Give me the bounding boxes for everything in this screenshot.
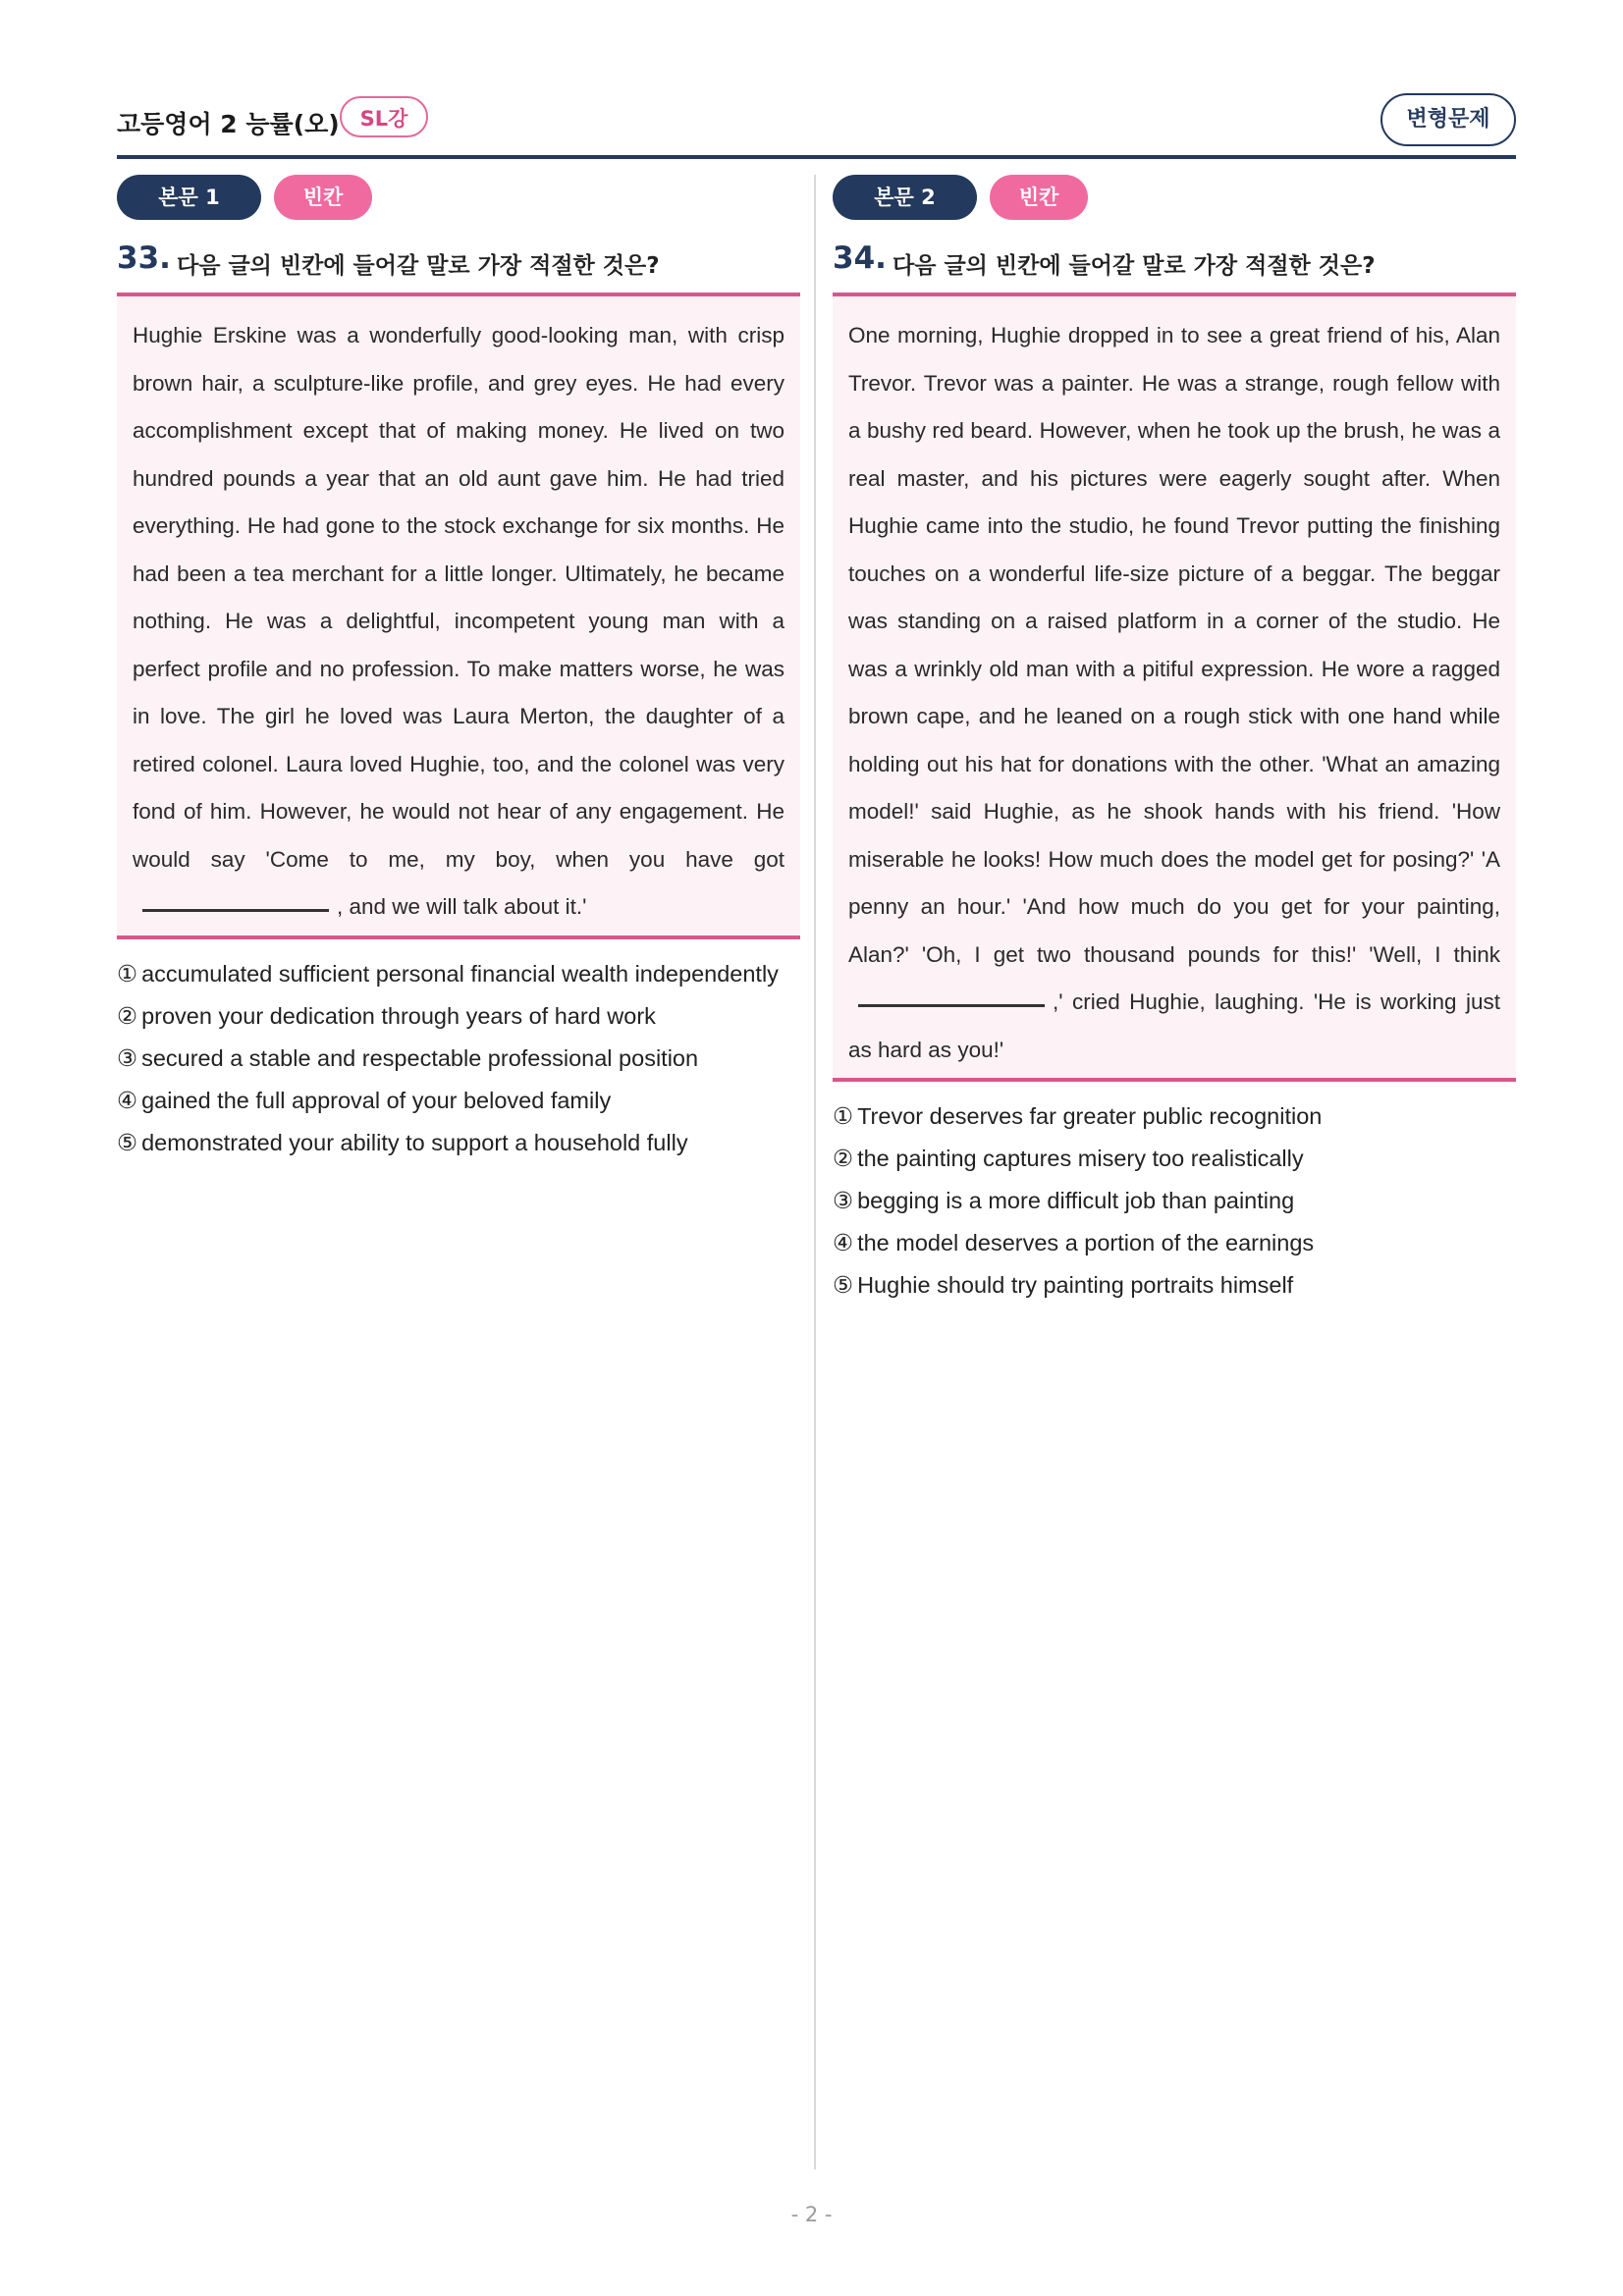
answer-choices [833,1097,1516,1304]
choice-text: accumulated sufficient personal financial wealth independently [141,960,779,987]
passage-after-blank: ,' cried Hughie, laughing. 'He is working just as hard as you!' [848,989,1500,1062]
answer-blank [858,1004,1045,1007]
choice-text: demonstrated your ability to support a household fully [141,1129,688,1155]
choice-number: ③ [833,1188,854,1213]
choice-5[interactable] [117,1124,800,1161]
variant-badge: 변형문제 [1380,93,1516,146]
page-number: - 2 - [790,2203,833,2226]
choice-3[interactable] [117,1040,800,1077]
choice-number: ⑤ [833,1272,854,1298]
choice-2[interactable] [833,1140,1516,1177]
choice-1[interactable] [117,955,800,992]
answer-blank [142,909,329,912]
choice-text: gained the full approval of your beloved family [141,1087,612,1113]
question-33-column [117,175,800,1184]
choice-number: ① [117,960,138,987]
choice-5[interactable] [833,1266,1516,1304]
passage-text [133,312,784,932]
choice-number: ① [833,1103,854,1129]
question-instruction: 다음 글의 빈칸에 들어갈 말로 가장 적절한 것은? [893,253,1376,279]
choice-text: the model deserves a portion of the earnings [857,1230,1315,1255]
question-heading [833,240,1516,280]
question-heading [117,240,800,280]
answer-choices [117,955,800,1161]
choice-number: ④ [833,1230,854,1255]
choice-number: ④ [117,1087,138,1113]
passage-box [117,293,800,939]
choice-text: Hughie should try painting portraits himself [857,1272,1294,1298]
choice-3[interactable] [833,1182,1516,1219]
column-divider [814,175,816,2169]
choice-number: ⑤ [117,1129,138,1155]
question-number: 33. [117,240,171,276]
passage-before-blank: Hughie Erskine was a wonderfully good-looking man, with crisp brown hair, a sculpture-like profile, and grey eyes. He had every accomplishment except that of making money. He lived on two hundred pounds a year that an old aunt gave him. He had tried everything. He had gone to the stock exchange for six months. He had been a tea merchant for a little longer. Ultimately, he became nothing. He was a delightful, incompetent young man with a perfect profile and no profession. To make matters worse, he was in love. The girl he loved was Laura Merton, the daughter of a retired colonel. Laura loved Hughie, too, and the colonel was very fond of him. However, he would not hear of any engagement. He would say 'Come to me, my boy, when you have got [133,323,784,872]
choice-1[interactable] [833,1097,1516,1135]
choice-text: begging is a more difficult job than painting [857,1188,1295,1213]
section-tag: 본문 1 [117,175,261,220]
choice-4[interactable] [833,1224,1516,1261]
choice-text: the painting captures misery too realistically [857,1146,1304,1171]
choice-number: ② [833,1146,854,1171]
page-header [117,93,1516,160]
section-tag: 본문 2 [833,175,977,220]
type-tag: 빈칸 [274,175,372,220]
question-number: 34. [833,240,887,276]
question-instruction: 다음 글의 빈칸에 들어갈 말로 가장 적절한 것은? [177,253,660,279]
passage-text [848,312,1500,1074]
choice-number: ③ [117,1044,138,1071]
choice-text: secured a stable and respectable professional position [141,1044,699,1071]
choice-2[interactable] [117,997,800,1035]
book-title: 고등영어 2 능률(오) [117,110,340,138]
choice-number: ② [117,1002,138,1029]
question-34-column [833,175,1516,1327]
choice-text: proven your dedication through years of hard work [141,1002,656,1029]
passage-before-blank: One morning, Hughie dropped in to see a great friend of his, Alan Trevor. Trevor was a painter. He was a strange, rough fellow with a bushy red beard. However, when he took up the brush, he was a real master, and his pictures were eagerly sought after. When Hughie came into the studio, he found Trevor putting the finishing touches on a wonderful life-size picture of a beggar. The beggar was standing on a raised platform in a corner of the studio. He was a wrinkly old man with a pitiful expression. He wore a ragged brown cape, and he leaned on a rough stick with one hand while holding out his hat for donations with the other. 'What an amazing model!' said Hughie, as he shook hands with his friend. 'How miserable he looks! How much does the model get for posing?' 'A penny an hour.' 'And how much do you get for your painting, Alan?' 'Oh, I get two thousand pounds for this!' 'Well, I think [848,323,1500,967]
sl-badge: SL강 [340,96,428,137]
choice-text: Trevor deserves far greater public recognition [857,1103,1323,1129]
type-tag: 빈칸 [990,175,1088,220]
passage-after-blank: , and we will talk about it.' [337,894,587,919]
passage-box [833,293,1516,1082]
question-tags [833,175,1516,222]
header-rule [117,155,1516,159]
question-tags [117,175,800,222]
choice-4[interactable] [117,1082,800,1119]
